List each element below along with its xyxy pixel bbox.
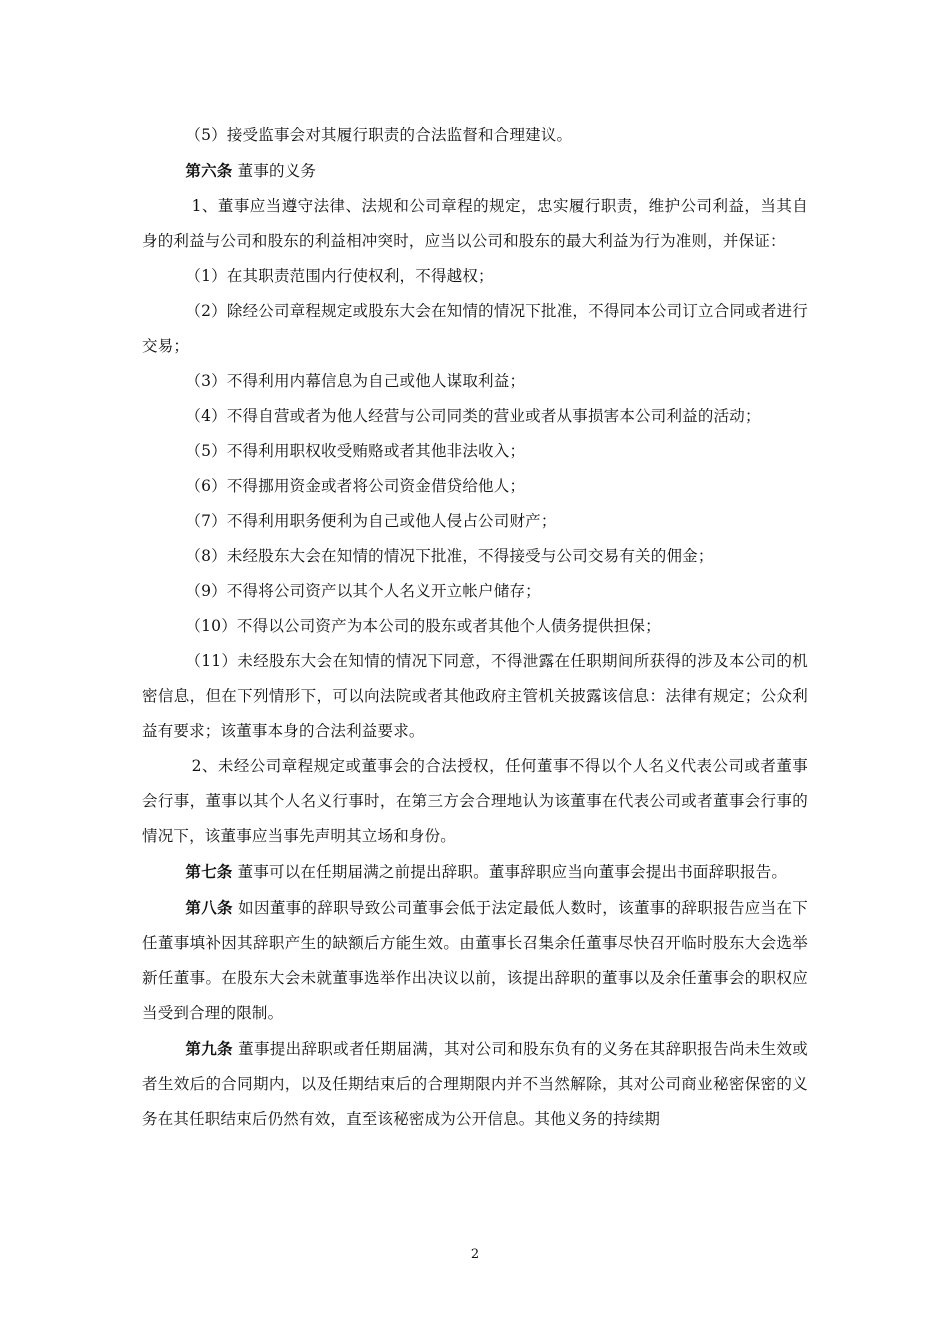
article-8: 第八条 如因董事的辞职导致公司董事会低于法定最低人数时，该董事的辞职报告应当在下任董事填补因其辞职产生的缺额后方能生效。由董事长召集余任董事尽快召开临时股东大会选举新任董事。在股东大会未就董事选举作出决议以前，该提出辞职的董事以及余任董事会的职权应当受到合理的限制。 xyxy=(142,898,808,1022)
article-7: 第七条 董事可以在任期届满之前提出辞职。董事辞职应当向董事会提出书面辞职报告。 xyxy=(185,862,788,881)
article-label: 第七条 xyxy=(185,862,233,881)
duty-item-9: （9）不得将公司资产以其个人名义开立帐户储存； xyxy=(185,582,541,600)
duty-item-3: （3）不得利用内幕信息为自己或他人谋取利益； xyxy=(185,372,526,390)
item-5-supervision: （5）接受监事会对其履行职责的合法监督和合理建议。 xyxy=(185,126,573,144)
page-number: 2 xyxy=(470,1247,480,1262)
duty-item-1: （1）在其职责范围内行使权利，不得越权； xyxy=(185,267,494,285)
duty-item-7: （7）不得利用职务便利为自己或他人侵占公司财产； xyxy=(185,512,557,530)
duty-item-11: （11）未经股东大会在知情的情况下同意，不得泄露在任职期间所获得的涉及本公司的机密信息，但在下列情形下，可以向法院或者其他政府主管机关披露该信息：法律有规定；公众利益有要求；该董事本身的合法利益要求。 xyxy=(142,652,808,740)
article-9: 第九条 董事提出辞职或者任期届满，其对公司和股东负有的义务在其辞职报告尚未生效或者生效后的合同期内，以及任期结束后的合理期限内并不当然解除，其对公司商业秘密保密的义务在其任职结束后仍然有效，直至该秘密成为公开信息。其他义务的持续期 xyxy=(142,1039,808,1128)
document-body xyxy=(142,118,808,1137)
duty-item-4: （4）不得自营或者为他人经营与公司同类的营业或者从事损害本公司利益的活动； xyxy=(185,407,761,425)
article-label: 第九条 xyxy=(185,1039,233,1058)
duty-item-8: （8）未经股东大会在知情的情况下批准，不得接受与公司交易有关的佣金； xyxy=(185,547,714,565)
clause-2-authorization: 2、未经公司章程规定或董事会的合法授权，任何董事不得以个人名义代表公司或者董事会行事，董事以其个人名义行事时，在第三方会合理地认为该董事在代表公司或者董事会行事的情况下，该董事应当事先声明其立场和身份。 xyxy=(142,757,808,845)
article-6-heading: 第六条 董事的义务 xyxy=(185,161,317,180)
article-label: 第八条 xyxy=(185,898,233,917)
duty-item-5: （5）不得利用职权收受贿赂或者其他非法收入； xyxy=(185,442,526,460)
duty-item-2: （2）除经公司章程规定或股东大会在知情的情况下批准，不得同本公司订立合同或者进行交易； xyxy=(142,302,808,355)
duty-item-10: （10）不得以公司资产为本公司的股东或者其他个人债务提供担保； xyxy=(185,617,661,635)
article-label: 第六条 xyxy=(185,161,233,180)
duty-item-6: （6）不得挪用资金或者将公司资金借贷给他人； xyxy=(185,477,526,495)
clause-1-duties: 1、董事应当遵守法律、法规和公司章程的规定，忠实履行职责，维护公司利益，当其自身的利益与公司和股东的利益相冲突时，应当以公司和股东的最大利益为行为准则，并保证： xyxy=(142,197,808,250)
